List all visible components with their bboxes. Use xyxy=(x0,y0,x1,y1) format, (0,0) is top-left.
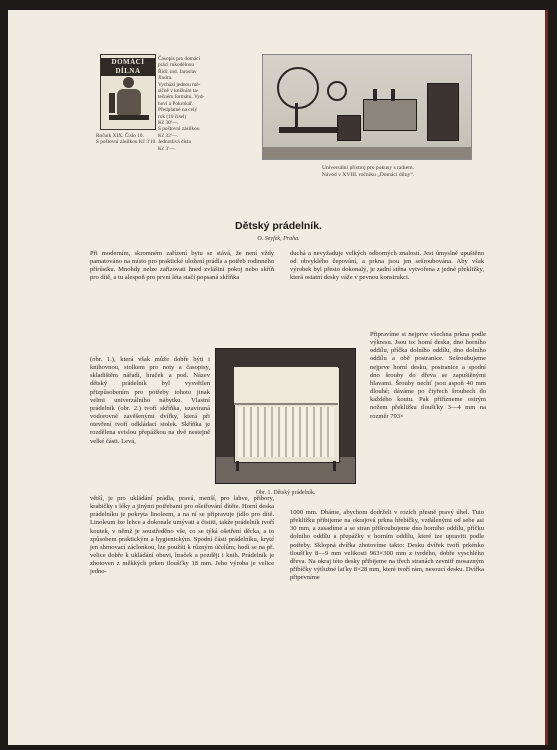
masthead-line: rok (10 čísel) xyxy=(158,113,187,120)
paragraph: větší, je pro ukládání prádla, pravá, menší, pro lahve, příbory, krabičky s léky a jinými potřebami pro ošetřování dítěte. Horní deska prádelníku je pokryta linoleem, a na ní se připravuje jídlo pro dítě. Linoleum lze lehce a dokonale umývati a čistiti, takže prádelník tvoří koutek, v němž je soustředěno vše, co se týká ošetření děcka, a to způsobem praktickým a hygienickým. Spodní části prádelníku, kryté jen shrnovací záclonkou, lze použíti k různým účelům; hodí se na př. velice dobře k ukládání obuvi, hraček a později i knih. Prádelník je zhotoven z měkkých prken tloušťky 18 mm. Jeho výroba je velice jedno- xyxy=(90,495,274,576)
caption-line: Návod v XVIII. ročníku „Domácí dílny“. xyxy=(321,172,415,178)
masthead-line: Vychází jednou mě- xyxy=(158,81,201,88)
masthead-line: Časopis pro domácí xyxy=(158,56,201,62)
article-text-left-mid xyxy=(90,356,210,446)
masthead-line: práci rukodělnou xyxy=(158,62,195,69)
masthead-line: Předplatné na celý xyxy=(158,107,198,114)
figure-caption: Obr. 1. Dětský prádelník. xyxy=(255,490,316,496)
masthead-line: hoví a Pokrokář. xyxy=(158,100,194,107)
radio-apparatus-photo xyxy=(262,54,472,160)
paragraph: Při moderním, skromném zařízení bytu se stává, že není vždy pamatováno na místo pro praktické uložení prádla a potřeb rodinného přírůstku. Mnohdy nelze zařizovati hned zvláštní pokoj nebo skříň pro dítě, a tu alespoň pro první léta stačí popsaná skříňka xyxy=(90,250,274,282)
paragraph: (obr. 1.), která však může dobře býti i knihovnou, stolkem pro noty a časopisy, skladištěm nářadí, hraček a pod. Název dětský prádelník byl vysvětlen přizpůsobením pro potřeby tohoto jinak velmi univerzálního nábytku. Vlastní prádelník (obr. 2.) tvoří skříňka, uzavíraná vodorovně zavěšenými dvířky, která při otevření tvoří odkládací stolek. Skříňka je rozdělena svislou přepážkou na dvě nestejně velké části. Levá, xyxy=(90,356,210,445)
masthead-line: tečném formátu. Vyd- xyxy=(158,94,205,101)
masthead-line: Kč 30'—. xyxy=(158,120,179,127)
article-text-right-mid xyxy=(370,331,486,421)
caption-line: Universální přístroj pro pokusy s radiem. xyxy=(322,165,414,171)
masthead-line: Jindra. xyxy=(158,75,173,82)
article-text-right-top xyxy=(290,250,484,283)
craftsman-illustration xyxy=(109,77,149,121)
article-text-left-top xyxy=(90,250,274,283)
domaci-dilna-logo xyxy=(100,54,156,130)
paragraph: duchá a nevyžaduje velkých odborných znalostí. Jest úmyslně upuštěno od obvyklého čepování, a prkna jsou jen sešroubována. Aby však výrobek byl přesto dokonalý, je zadní stěna vytvořena z jedné překližky, která ostatní desky váže v pevnou konstrukci. xyxy=(290,250,484,282)
top-photo-caption xyxy=(262,165,474,179)
paragraph: 1000 mm. Dbáme, abychom dodrželi v rozích přesně pravý úhel. Tuto překližku přibijeme na okrajová prkna hřebíčky, vzdálenými od sebe asi 30 mm, a zasadíme a se stran přišroubujeme dno horního oddílu, příčku dolního oddílu a přepážky v horním oddílu, které ize upraviti podle potřeby. Sklopná dvířka zhotovíme takto: Desku dvířek tvoří prkénko tloušťky 8—9 mm velikosti 963×300 mm z tvrdého, dobře vyschlého dřeva. Na okraj této desky přibijeme na třech stranách zevnitř mosazným přibíčky výtlužné laťky 8×28 mm, které tvoří rám, nesoucí desku. Dvířka připevníme xyxy=(290,509,484,582)
article-author: O. Seyfek, Praha. xyxy=(257,236,300,242)
logo-text-bottom: DÍLNA xyxy=(101,67,155,76)
masthead-line: Kč 3'—. xyxy=(158,145,176,152)
masthead-line: Kč 32'—. xyxy=(158,132,179,139)
article-title: Dětský prádelník. xyxy=(235,220,322,232)
issue-line: Ročník XIX. Číslo 10. xyxy=(96,133,144,139)
masthead-line: síčně v knižním ta- xyxy=(158,88,199,95)
masthead-issue-info xyxy=(96,133,260,146)
issue-line: S poštovní zásilkou Kč 3'10. xyxy=(96,139,157,146)
masthead-line: Jednotlivá čísla xyxy=(158,139,191,146)
article-text-left-bottom xyxy=(90,495,274,577)
logo-text-top: DOMÁCÍ xyxy=(101,58,155,67)
paragraph: Připravíme si nejprve všechna prkna podle výkresu. Jsou to: horní deska, dno horního oddílu, příčka dolního oddílu, dno dolního oddílu a obě postranice. Sešroubujeme nejprve horní desku, postranice a spodní dno šrouby do dřeva se zapuštěnými hlavami. Šrouby nechť jsou aspoň 40 mm dlouhé; dáváme po čtyřech šroubech do každého koutu. Pak přiřízneme ostrým nožem překližku tloušťky 3—4 mm na rozměr 793× xyxy=(370,331,486,420)
article-text-right-bottom xyxy=(290,509,484,582)
masthead-line: S poštovní zásilkou xyxy=(158,126,200,133)
childrens-dresser-photo xyxy=(215,348,356,484)
masthead-line: Řídí: ind. Jaroslav xyxy=(158,68,197,75)
